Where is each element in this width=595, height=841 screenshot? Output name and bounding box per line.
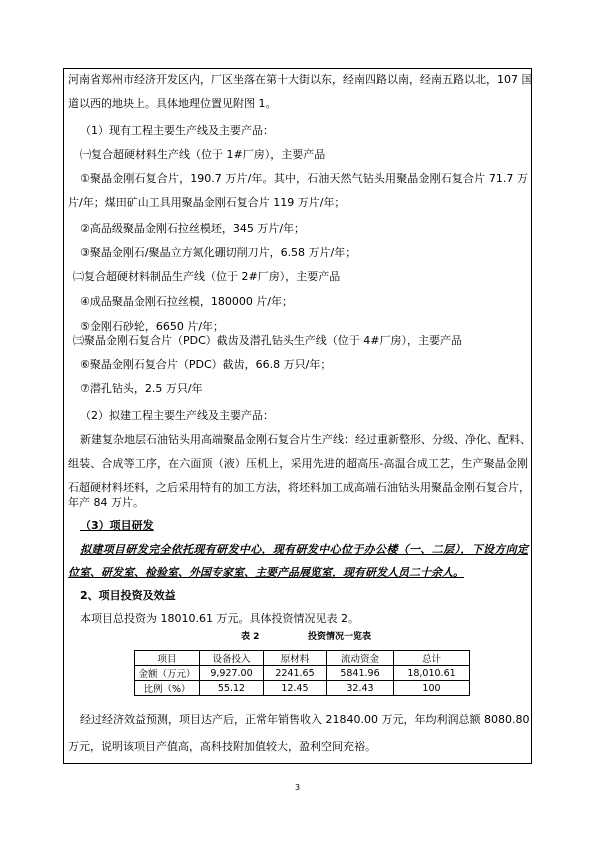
text-line: （1）现有工程主要生产线及主要产品： (80, 124, 274, 137)
table-cell: 100 (394, 681, 470, 696)
text-line: ①聚晶金刚石复合片，190.7 万片/年。其中，石油天然气钻头用聚晶金刚石复合片 71.7 万 (80, 172, 528, 185)
table-header-cell: 项目 (135, 651, 200, 666)
text-line: 年产 84 万片。 (68, 496, 144, 509)
text-line: ②高品级聚晶金刚石拉丝模坯，345 万片/年； (80, 222, 306, 235)
text-line: 片/年；煤田矿山工具用聚晶金刚石复合片 119 万片/年； (68, 196, 346, 209)
table-cell: 2241.65 (264, 666, 327, 681)
text-line: 位室、研发室、检验室、外国专家室、主要产品展览室，现有研发人员二十余人。 (68, 566, 464, 579)
page-number: 3 (294, 783, 301, 792)
table-header-cell: 原材料 (264, 651, 327, 666)
table-header-cell: 流动资金 (327, 651, 394, 666)
section-heading: （3）项目研发 (80, 519, 154, 532)
table-cell: 5841.96 (327, 666, 394, 681)
text-line: （2）拟建工程主要生产线及主要产品： (80, 409, 274, 422)
table-cell: 9,927.00 (200, 666, 264, 681)
investment-table (134, 650, 470, 696)
text-line: ⑥聚晶金刚石复合片（PDC）截齿，66.8 万只/年； (80, 358, 332, 371)
table-cell: 比例（%） (135, 681, 200, 696)
table-header-row (135, 651, 470, 666)
table-cell: 金额（万元） (135, 666, 200, 681)
table-caption-title: 投资情况一览表 (308, 632, 372, 642)
text-line: ⑤金刚石砂轮，6650 片/年； (80, 320, 225, 333)
text-line: 组装、合成等工序，在六面顶（液）压机上，采用先进的超高压-高温合成工艺，生产聚晶金刚 (68, 457, 528, 470)
table-header-cell: 设备投入 (200, 651, 264, 666)
section-heading: 2、项目投资及效益 (80, 589, 176, 602)
text-line: 石超硬材料坯料，之后采用特有的加工方法，将坯料加工成高端石油钻头用聚晶金刚石复合片， (68, 481, 530, 494)
table-header-cell: 总计 (394, 651, 470, 666)
text-line: ㈠复合超硬材料生产线（位于 1#厂房），主要产品 (80, 148, 326, 161)
text-line: 河南省郑州市经济开发区内，厂区坐落在第十大街以东，经南四路以南，经南五路以北，107 国 (68, 73, 533, 86)
text-line: ㈢聚晶金刚石复合片（PDC）截齿及潜孔钻头生产线（位于 4#厂房），主要产品 (73, 334, 462, 347)
table-cell: 12.45 (264, 681, 327, 696)
text-line: 新建复杂地层石油钻头用高端聚晶金刚石复合片生产线：经过重新整形、分级、净化、配料、 (80, 433, 531, 446)
text-line: 本项目总投资为 18010.61 万元。具体投资情况见表 2。 (80, 612, 359, 625)
text-line: ③聚晶金刚石/聚晶立方氮化硼切削刀片，6.58 万片/年； (80, 246, 357, 259)
text-line: 拟建项目研发完全依托现有研发中心，现有研发中心位于办公楼（一、二层），下设方向定 (80, 543, 528, 556)
text-line: ⑦潜孔钻头，2.5 万只/年 (80, 382, 203, 395)
table-cell: 55.12 (200, 681, 264, 696)
table-row (135, 666, 470, 681)
table-caption-number: 表 2 (241, 632, 260, 642)
text-line: 道以西的地块上。具体地理位置见附图 1。 (68, 97, 277, 110)
text-line: 万元，说明该项目产值高，高科技附加值较大，盈利空间充裕。 (68, 740, 376, 753)
table-cell: 18,010.61 (394, 666, 470, 681)
table-cell: 32.43 (327, 681, 394, 696)
table-row (135, 681, 470, 696)
text-line: 经过经济效益预测，项目达产后，正常年销售收入 21840.00 万元，年均利润总额 8080.80 (80, 713, 530, 726)
text-line: ㈡复合超硬材料制品生产线（位于 2#厂房），主要产品 (73, 270, 341, 283)
text-line: ④成品聚晶金刚石拉丝模，180000 片/年； (80, 295, 294, 308)
